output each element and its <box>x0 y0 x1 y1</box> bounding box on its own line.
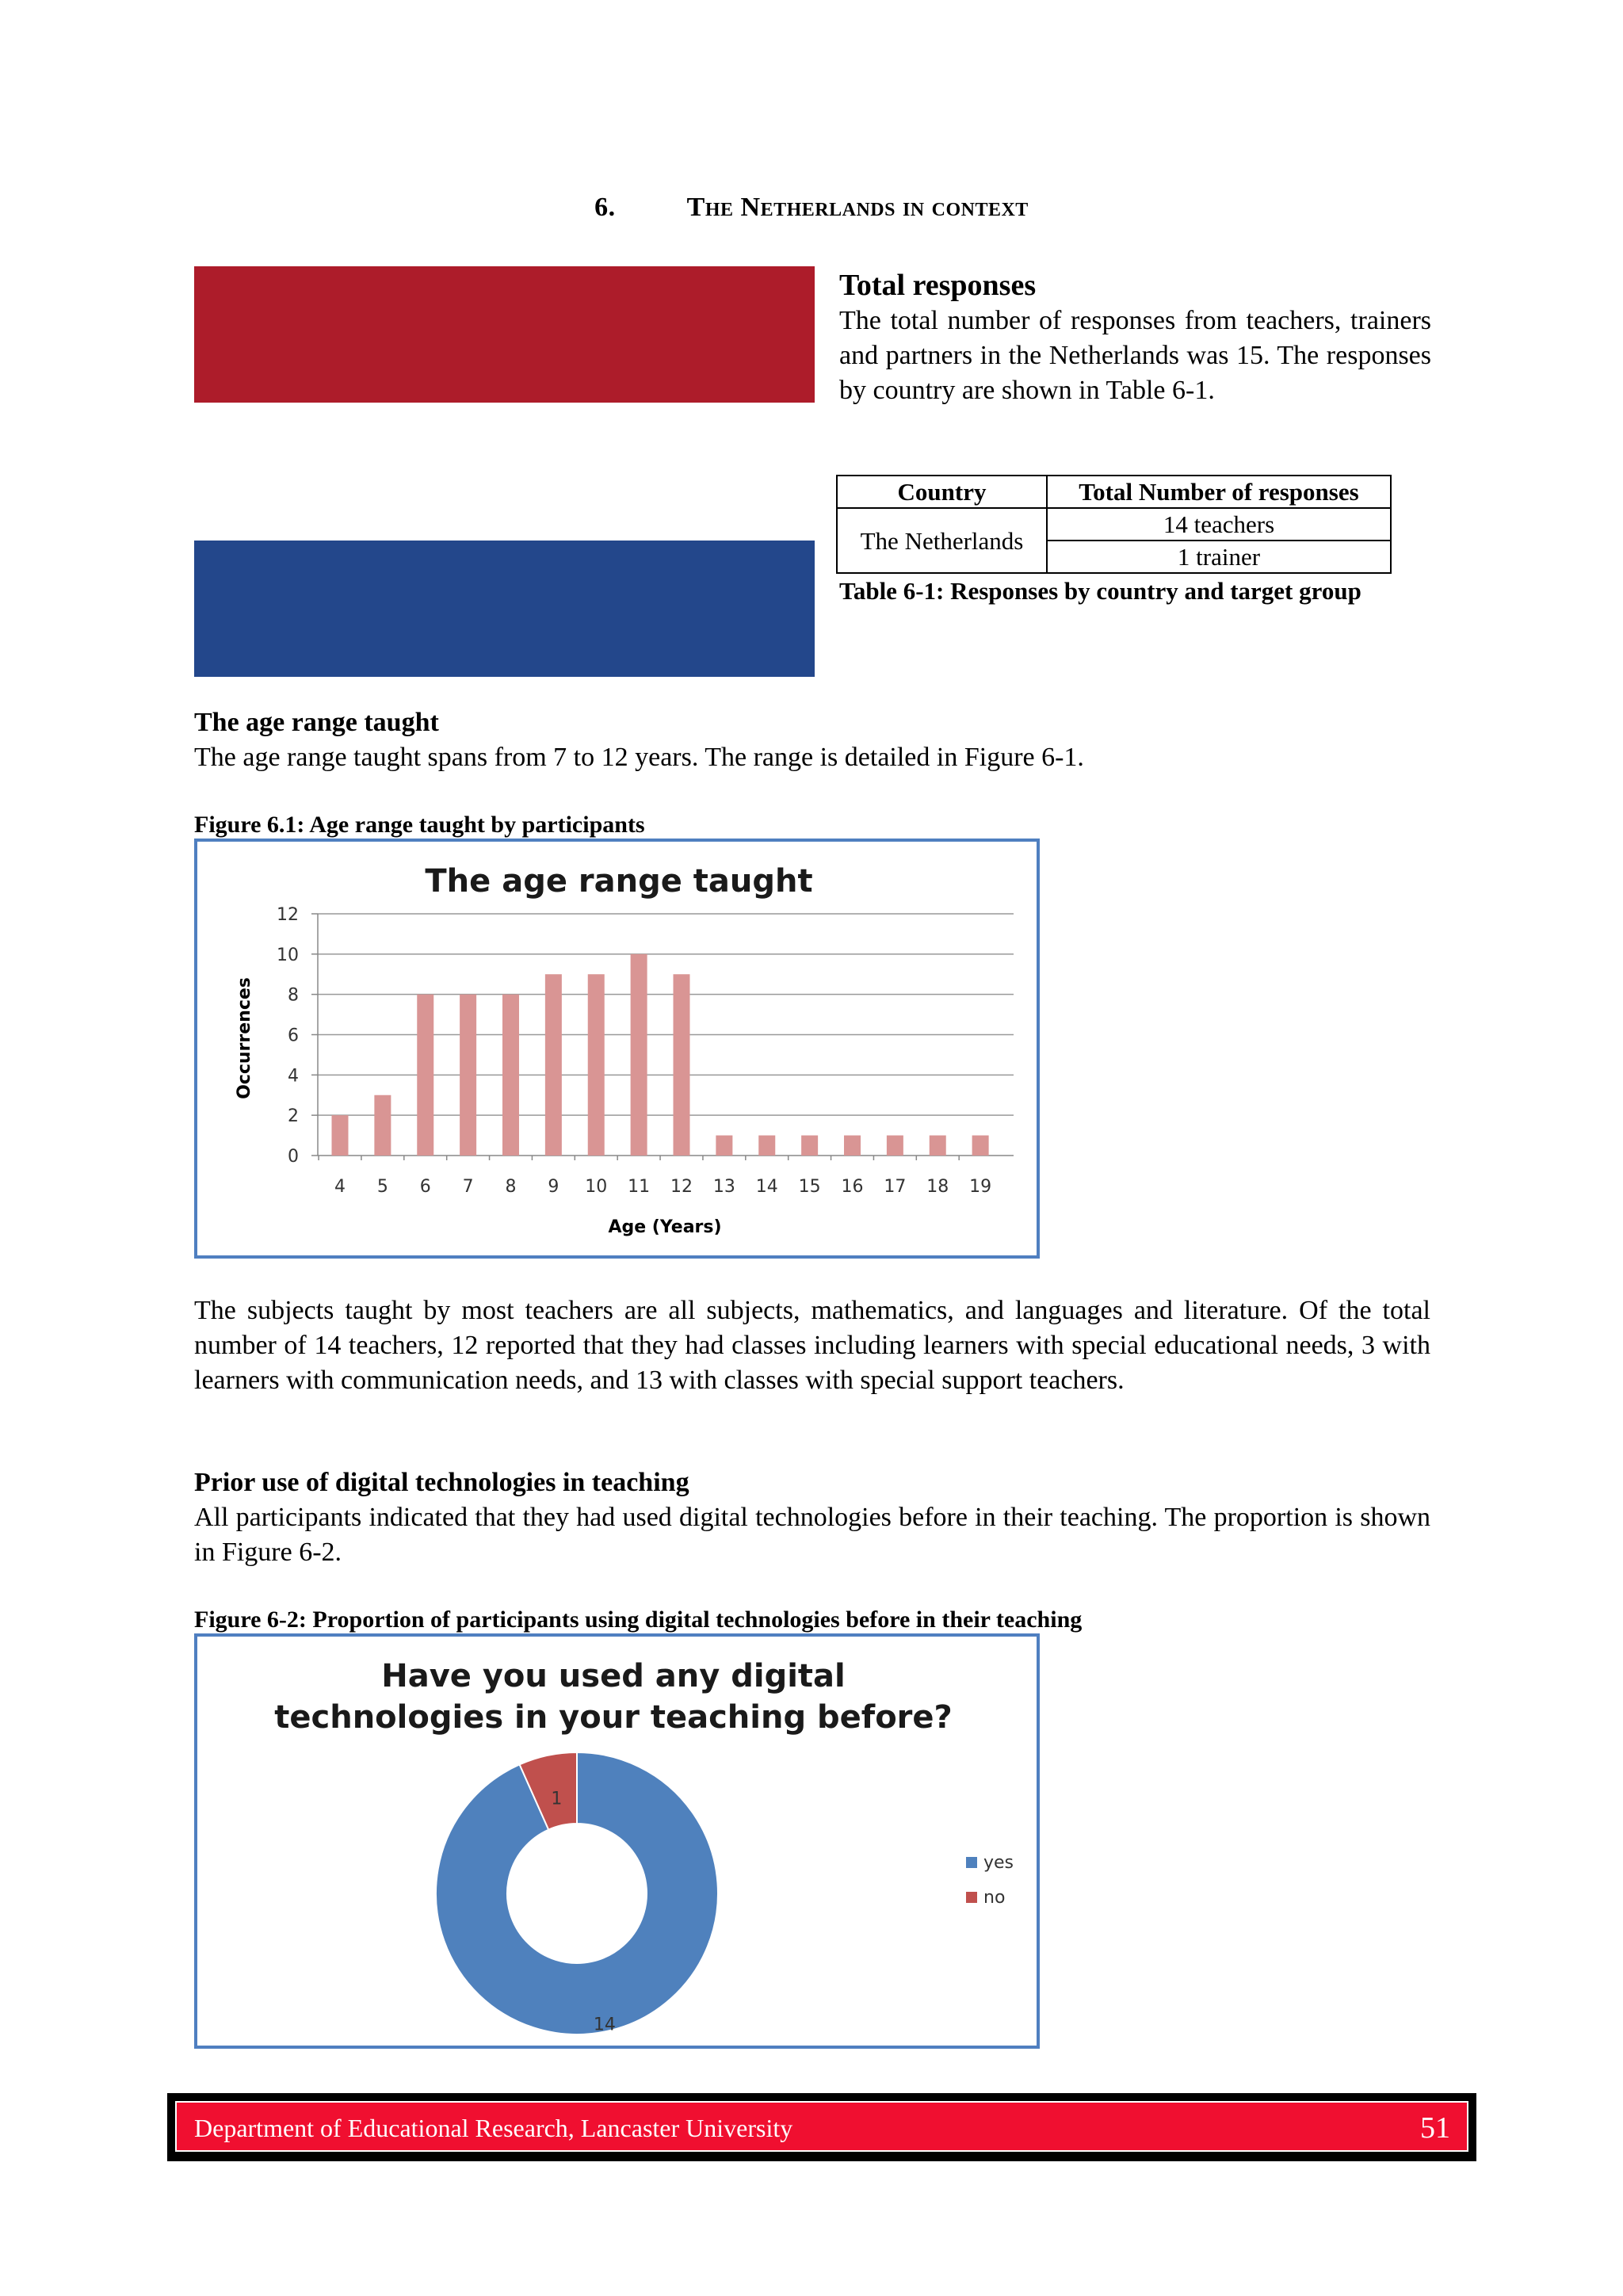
x-tick-label: 8 <box>505 1177 517 1197</box>
chart-title-line-1: Have you used any digital <box>381 1658 846 1694</box>
x-tick-label: 6 <box>419 1177 431 1197</box>
age-range-bar-chart <box>197 842 1037 1255</box>
bar-17 <box>887 1136 903 1156</box>
y-tick-label: 12 <box>277 905 299 925</box>
footer-department: Department of Educational Research, Lancaster University <box>194 2114 793 2142</box>
x-tick-label: 18 <box>926 1177 949 1197</box>
table-row <box>837 508 1391 541</box>
bar-8 <box>502 995 519 1156</box>
bar-14 <box>758 1136 775 1156</box>
table-caption: Table 6-1: Responses by country and target group <box>839 577 1361 605</box>
flag-red-band <box>194 266 815 403</box>
slice-label-no: 1 <box>551 1789 563 1809</box>
legend-label-no: no <box>983 1888 1006 1908</box>
section-number: 6. <box>594 193 616 222</box>
chart-title: The age range taught <box>425 863 813 900</box>
bar-6 <box>417 995 433 1156</box>
section-title: The Netherlands in context <box>686 193 1029 222</box>
y-tick-label: 6 <box>288 1026 299 1046</box>
bar-11 <box>631 954 647 1156</box>
bar-10 <box>588 974 605 1156</box>
subjects-paragraph: The subjects taught by most teachers are all subjects, mathematics, and languages and literature. Of the total number of 14 teachers, 12 reported that they had classes including learners with special educational needs, 3 with learners with communication needs, and 13 with classes with special support teachers. <box>194 1296 1430 1395</box>
section-heading <box>0 193 1623 223</box>
bar-15 <box>801 1136 818 1156</box>
bar-9 <box>545 974 562 1156</box>
prior-use-title: Prior use of digital technologies in teaching <box>194 1468 689 1497</box>
x-tick-label: 17 <box>884 1177 907 1197</box>
y-tick-label: 4 <box>288 1066 299 1087</box>
slice-label-yes: 14 <box>593 2015 616 2035</box>
x-tick-label: 13 <box>712 1177 735 1197</box>
table-cell-country: The Netherlands <box>837 508 1047 573</box>
y-tick-label: 2 <box>288 1106 299 1127</box>
legend-swatch-yes <box>966 1857 977 1868</box>
x-tick-label: 15 <box>798 1177 821 1197</box>
figure-6-1-caption: Figure 6.1: Age range taught by participants <box>194 812 645 838</box>
bar-16 <box>844 1136 861 1156</box>
bar-5 <box>374 1095 391 1156</box>
x-tick-label: 14 <box>755 1177 778 1197</box>
table-header-responses: Total Number of responses <box>1047 476 1391 508</box>
prior-use-text: All participants indicated that they had used digital technologies before in their teaching. The proportion is shown in Figure 6-2. <box>194 1503 1430 1567</box>
bar-13 <box>716 1136 732 1156</box>
legend-label-yes: yes <box>983 1853 1014 1873</box>
x-tick-label: 4 <box>334 1177 346 1197</box>
age-range-chart-frame <box>194 839 1040 1259</box>
table-header-country: Country <box>837 476 1047 508</box>
bar-19 <box>972 1136 989 1156</box>
flag-blue-band <box>194 541 815 677</box>
age-range-text: The age range taught spans from 7 to 12 years. The range is detailed in Figure 6-1. <box>194 743 1084 772</box>
responses-table <box>836 475 1392 574</box>
table-header-row <box>837 476 1391 508</box>
x-tick-label: 10 <box>585 1177 608 1197</box>
y-tick-label: 10 <box>277 945 299 965</box>
y-tick-label: 8 <box>288 985 299 1006</box>
bar-18 <box>930 1136 946 1156</box>
bar-4 <box>332 1115 349 1156</box>
x-tick-label: 11 <box>628 1177 651 1197</box>
page-number: 51 <box>1420 2111 1450 2145</box>
table-cell-responses: 14 teachers <box>1047 508 1391 541</box>
age-range-title: The age range taught <box>194 708 439 737</box>
x-tick-label: 5 <box>376 1177 388 1197</box>
x-tick-label: 12 <box>670 1177 693 1197</box>
legend-swatch-no <box>966 1892 977 1903</box>
bar-12 <box>674 974 690 1156</box>
figure-6-2-caption: Figure 6-2: Proportion of participants using digital technologies before in their teaching <box>194 1606 1083 1633</box>
x-tick-label: 9 <box>548 1177 559 1197</box>
table-cell-responses: 1 trainer <box>1047 541 1391 573</box>
x-tick-label: 19 <box>969 1177 992 1197</box>
total-responses-text: The total number of responses from teachers, trainers and partners in the Netherlands was 15. The responses by country are shown in Table 6-1. <box>839 306 1431 405</box>
x-tick-label: 7 <box>462 1177 474 1197</box>
x-axis-label: Age (Years) <box>608 1217 722 1237</box>
digital-use-chart-frame <box>194 1633 1040 2049</box>
y-axis-label: Occurrences <box>235 977 254 1099</box>
x-tick-label: 16 <box>841 1177 864 1197</box>
chart-title-line-2: technologies in your teaching before? <box>274 1699 953 1736</box>
flag-white-band <box>194 403 815 539</box>
total-responses-title: Total responses <box>839 269 1037 302</box>
y-tick-label: 0 <box>288 1147 299 1167</box>
digital-use-doughnut-chart <box>197 1637 1037 2046</box>
bar-7 <box>460 995 476 1156</box>
